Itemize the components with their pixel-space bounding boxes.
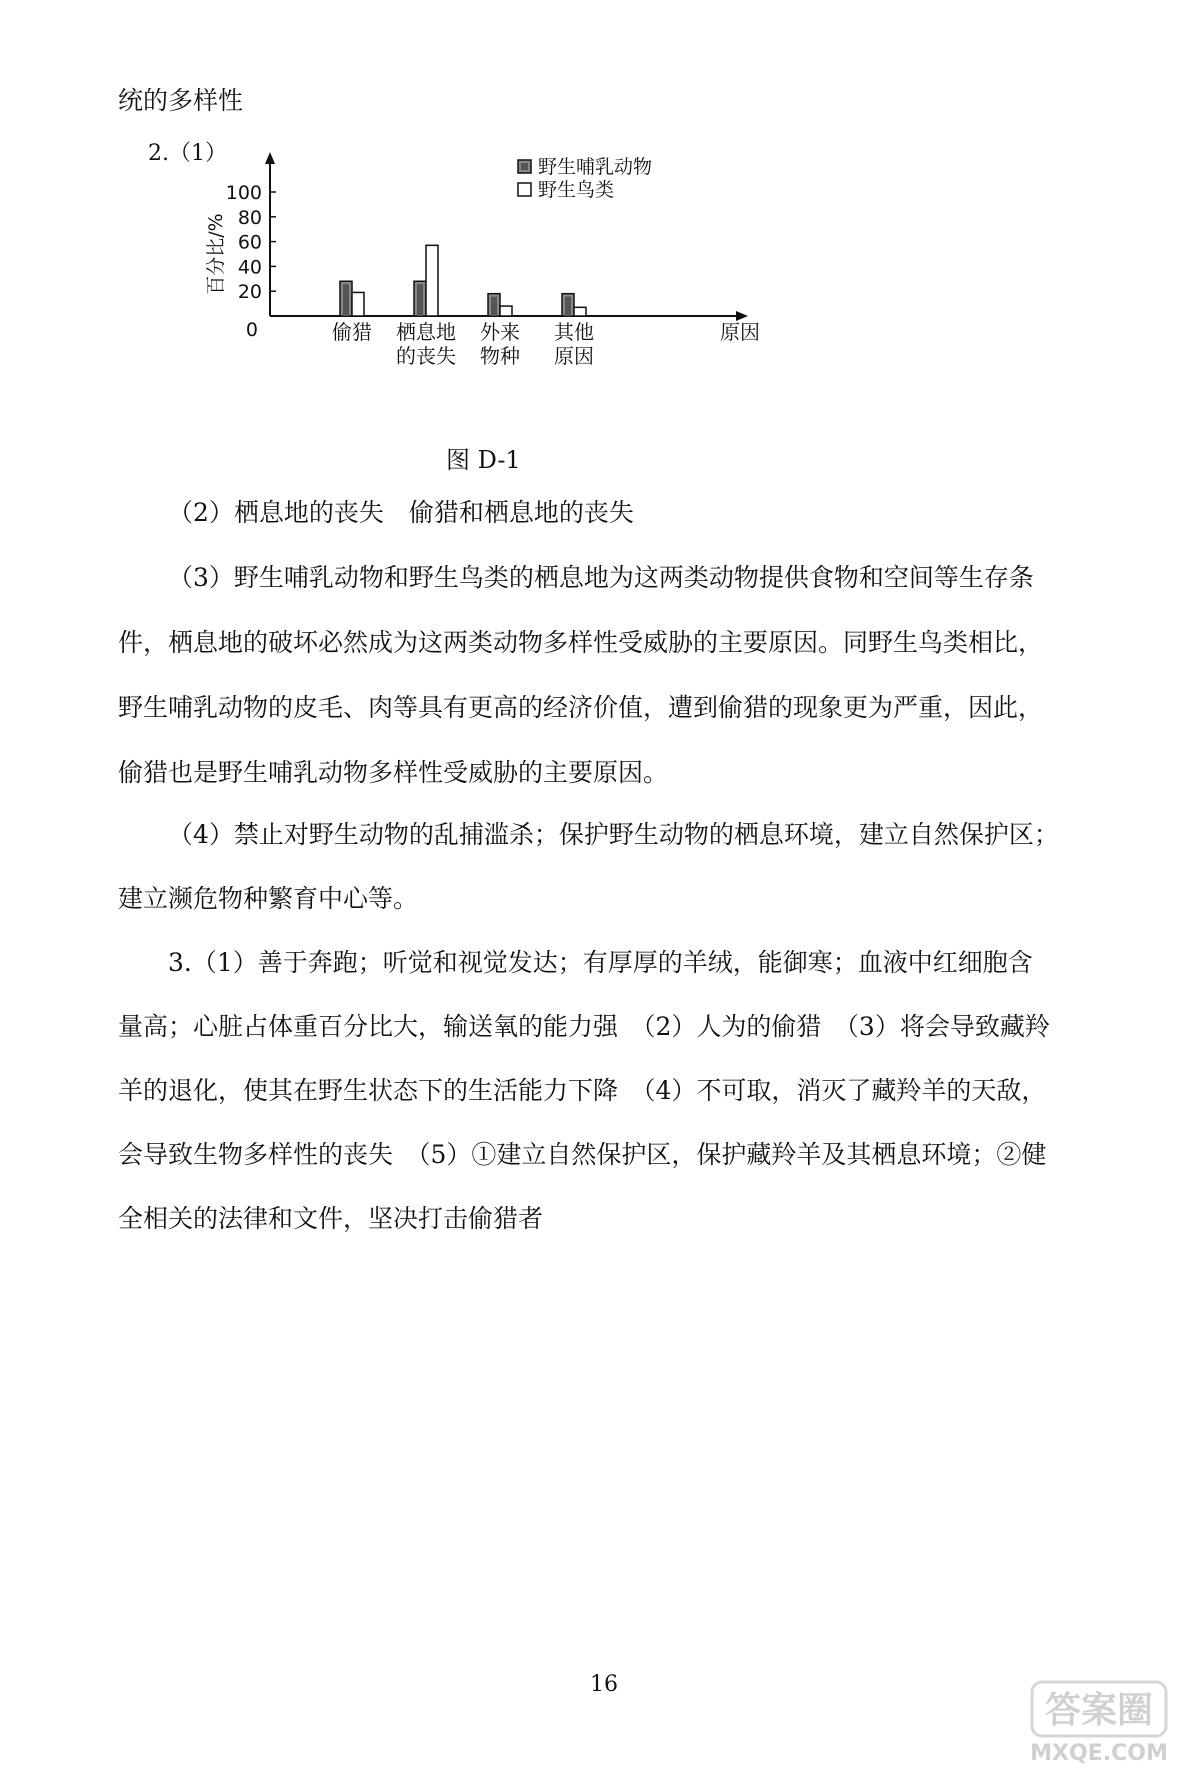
x-tick-label: 偷猎	[332, 320, 372, 344]
figure-caption: 图 D-1	[446, 446, 521, 474]
question-2-label: 2.（1）	[148, 141, 227, 166]
x-tick-label: 的丧失	[396, 344, 456, 368]
legend-swatch	[518, 183, 531, 196]
bar-mammal-shade	[417, 284, 423, 316]
page-number: 16	[590, 1672, 618, 1697]
bar-bird	[352, 292, 364, 316]
text-line-3: （3）野生哺乳动物和野生鸟类的栖息地为这两类动物提供食物和空间等生存条	[168, 563, 1034, 592]
bar-bird	[574, 307, 586, 316]
text-line-1: 统的多样性	[118, 86, 244, 115]
x-axis-label: 原因	[720, 320, 760, 344]
y-axis-label: 百分比/%	[205, 213, 227, 295]
y-tick-label: 0	[245, 319, 258, 341]
text-line-10: 量高；心脏占体重百分比大，输送氧的能力强 （2）人为的偷猎 （3）将会导致藏羚	[118, 1012, 1050, 1041]
y-tick-label: 80	[237, 206, 262, 229]
text-line-8: 建立濒危物种繁育中心等。	[118, 884, 419, 913]
text-line-13: 全相关的法律和文件，坚决打击偷猎者	[118, 1204, 544, 1233]
bar-mammal-shade	[565, 297, 571, 316]
legend-label: 野生哺乳动物	[538, 156, 653, 178]
x-tick-label: 外来	[480, 320, 520, 344]
text-line-4: 件，栖息地的破坏必然成为这两类动物多样性受威胁的主要原因。同野生鸟类相比，	[118, 628, 1044, 657]
svg-text:MXQE.COM: MXQE.COM	[1030, 1741, 1168, 1766]
y-axis-arrow	[265, 152, 275, 164]
text-line-7: （4）禁止对野生动物的乱捕滥杀；保护野生动物的栖息环境，建立自然保护区；	[168, 820, 1059, 849]
y-tick-label: 20	[237, 281, 262, 304]
legend-label: 野生鸟类	[538, 179, 615, 201]
x-tick-label: 栖息地	[396, 320, 456, 344]
bar-bird	[500, 306, 512, 316]
text-line-12: 会导致生物多样性的丧失 （5）①建立自然保护区，保护藏羚羊及其栖息环境；②健	[118, 1140, 1047, 1169]
text-line-2: （2）栖息地的丧失 偷猎和栖息地的丧失	[168, 498, 634, 527]
bar-mammal-shade	[491, 297, 497, 316]
bar-bird	[426, 245, 438, 316]
y-tick-label: 100	[225, 182, 262, 204]
y-tick-label: 40	[237, 256, 262, 279]
text-line-11: 羊的退化，使其在野生状态下的生活能力下降 （4）不可取，消灭了藏羚羊的天敌，	[118, 1076, 1047, 1105]
bar-mammal-shade	[343, 284, 349, 316]
svg-text:答案圈: 答案圈	[1044, 1690, 1154, 1731]
watermark-logo	[1024, 1678, 1174, 1768]
text-line-6: 偷猎也是野生哺乳动物多样性受威胁的主要原因。	[118, 758, 669, 787]
x-tick-label: 物种	[480, 344, 520, 368]
bar-chart	[160, 150, 800, 470]
text-line-5: 野生哺乳动物的皮毛、肉等具有更高的经济价值，遭到偷猎的现象更为严重，因此，	[118, 693, 1044, 722]
y-tick-label: 60	[237, 231, 262, 254]
x-tick-label: 其他	[554, 320, 594, 344]
text-line-9: 3.（1）善于奔跑；听觉和视觉发达；有厚厚的羊绒，能御寒；血液中红细胞含	[168, 948, 1033, 977]
x-tick-label: 原因	[554, 344, 594, 368]
legend-swatch-shade	[521, 163, 528, 170]
